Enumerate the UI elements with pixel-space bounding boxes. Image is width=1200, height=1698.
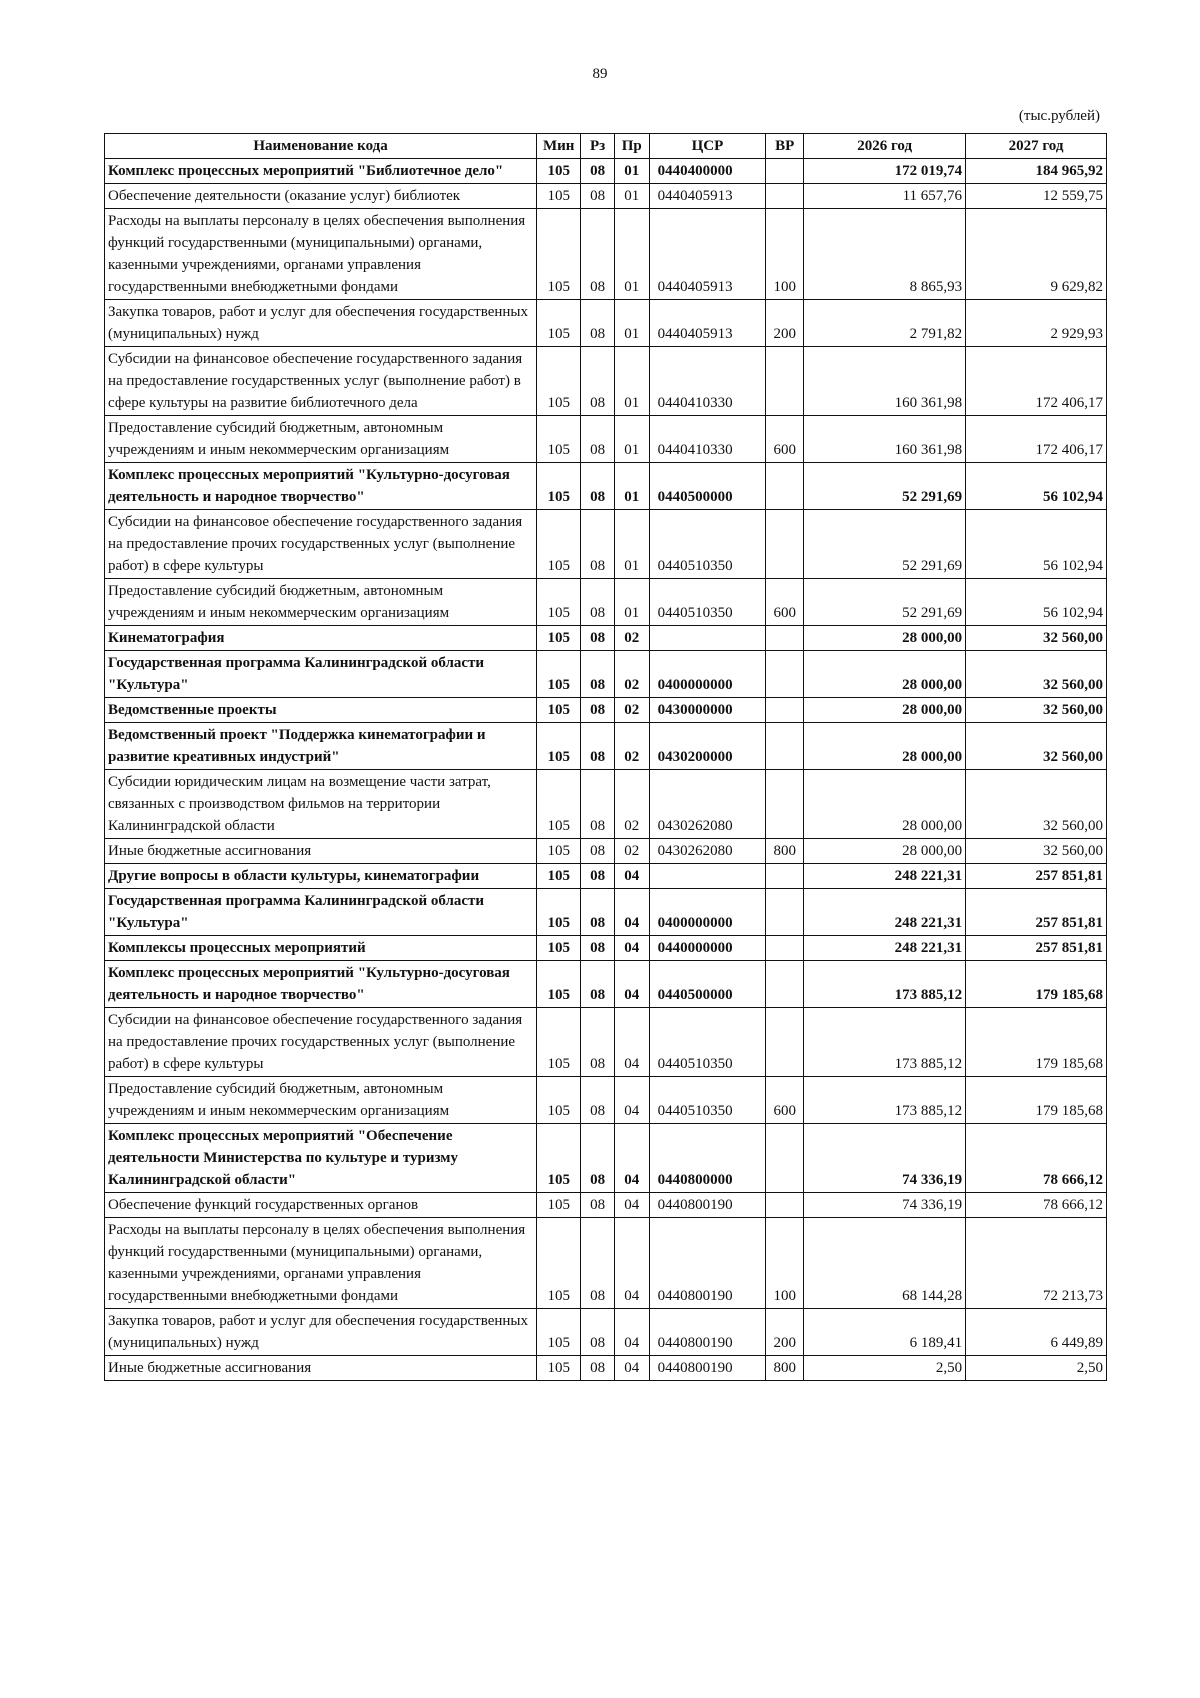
cell-min: 105 bbox=[537, 889, 581, 936]
cell-2026: 28 000,00 bbox=[804, 626, 966, 651]
cell-csr: 0400000000 bbox=[649, 651, 766, 698]
cell-2027: 32 560,00 bbox=[966, 626, 1107, 651]
cell-2027: 32 560,00 bbox=[966, 723, 1107, 770]
cell-min: 105 bbox=[537, 698, 581, 723]
cell-pr: 04 bbox=[614, 889, 649, 936]
cell-csr: 0430262080 bbox=[649, 770, 766, 839]
cell-vr bbox=[766, 463, 804, 510]
cell-csr: 0440405913 bbox=[649, 300, 766, 347]
cell-2027: 257 851,81 bbox=[966, 889, 1107, 936]
budget-table bbox=[104, 133, 1107, 1381]
cell-rz: 08 bbox=[581, 723, 615, 770]
cell-2026: 52 291,69 bbox=[804, 579, 966, 626]
cell-rz: 08 bbox=[581, 864, 615, 889]
cell-2027: 12 559,75 bbox=[966, 184, 1107, 209]
cell-pr: 04 bbox=[614, 936, 649, 961]
table-row bbox=[105, 1124, 1107, 1193]
cell-vr: 200 bbox=[766, 1309, 804, 1356]
cell-rz: 08 bbox=[581, 159, 615, 184]
cell-min: 105 bbox=[537, 463, 581, 510]
table-row bbox=[105, 579, 1107, 626]
cell-name: Предоставление субсидий бюджетным, автономным учреждениям и иным некоммерческим организациям bbox=[105, 579, 537, 626]
cell-csr: 0440400000 bbox=[649, 159, 766, 184]
table-row bbox=[105, 936, 1107, 961]
cell-vr bbox=[766, 770, 804, 839]
cell-rz: 08 bbox=[581, 347, 615, 416]
cell-pr: 01 bbox=[614, 416, 649, 463]
table-row bbox=[105, 698, 1107, 723]
cell-min: 105 bbox=[537, 1193, 581, 1218]
cell-2026: 8 865,93 bbox=[804, 209, 966, 300]
cell-pr: 01 bbox=[614, 184, 649, 209]
cell-2027: 32 560,00 bbox=[966, 651, 1107, 698]
cell-2026: 173 885,12 bbox=[804, 1077, 966, 1124]
cell-rz: 08 bbox=[581, 839, 615, 864]
cell-pr: 04 bbox=[614, 1218, 649, 1309]
cell-rz: 08 bbox=[581, 300, 615, 347]
cell-name: Другие вопросы в области культуры, кинематографии bbox=[105, 864, 537, 889]
cell-rz: 08 bbox=[581, 936, 615, 961]
cell-vr: 600 bbox=[766, 579, 804, 626]
cell-min: 105 bbox=[537, 209, 581, 300]
cell-rz: 08 bbox=[581, 1356, 615, 1381]
cell-vr: 100 bbox=[766, 1218, 804, 1309]
table-row bbox=[105, 463, 1107, 510]
cell-rz: 08 bbox=[581, 510, 615, 579]
cell-name: Обеспечение деятельности (оказание услуг) библиотек bbox=[105, 184, 537, 209]
cell-vr: 200 bbox=[766, 300, 804, 347]
cell-2027: 6 449,89 bbox=[966, 1309, 1107, 1356]
cell-2027: 179 185,68 bbox=[966, 1008, 1107, 1077]
cell-vr bbox=[766, 698, 804, 723]
cell-2027: 32 560,00 bbox=[966, 698, 1107, 723]
cell-name: Ведомственный проект "Поддержка кинематографии и развитие креативных индустрий" bbox=[105, 723, 537, 770]
cell-2026: 28 000,00 bbox=[804, 839, 966, 864]
cell-pr: 02 bbox=[614, 651, 649, 698]
cell-csr: 0440800190 bbox=[649, 1193, 766, 1218]
cell-2027: 56 102,94 bbox=[966, 463, 1107, 510]
cell-2027: 72 213,73 bbox=[966, 1218, 1107, 1309]
cell-name: Субсидии на финансовое обеспечение государственного задания на предоставление прочих государственных услуг (выполнение работ) в сфере культуры bbox=[105, 1008, 537, 1077]
cell-name: Государственная программа Калининградской области "Культура" bbox=[105, 889, 537, 936]
cell-name: Иные бюджетные ассигнования bbox=[105, 1356, 537, 1381]
cell-vr: 100 bbox=[766, 209, 804, 300]
units-label: (тыс.рублей) bbox=[1018, 108, 1100, 124]
cell-vr bbox=[766, 961, 804, 1008]
cell-2026: 11 657,76 bbox=[804, 184, 966, 209]
page-number: 89 bbox=[592, 66, 608, 82]
cell-2027: 78 666,12 bbox=[966, 1193, 1107, 1218]
cell-pr: 04 bbox=[614, 961, 649, 1008]
table-body bbox=[105, 159, 1107, 1381]
cell-min: 105 bbox=[537, 839, 581, 864]
table-row bbox=[105, 1309, 1107, 1356]
table-row bbox=[105, 159, 1107, 184]
cell-rz: 08 bbox=[581, 1124, 615, 1193]
cell-min: 105 bbox=[537, 579, 581, 626]
cell-rz: 08 bbox=[581, 1218, 615, 1309]
cell-2026: 248 221,31 bbox=[804, 889, 966, 936]
cell-2026: 2,50 bbox=[804, 1356, 966, 1381]
header-rz: Рз bbox=[581, 134, 615, 159]
cell-pr: 04 bbox=[614, 1193, 649, 1218]
cell-2027: 78 666,12 bbox=[966, 1124, 1107, 1193]
cell-csr: 0400000000 bbox=[649, 889, 766, 936]
cell-name: Расходы на выплаты персоналу в целях обеспечения выполнения функций государственными (муниципальными) органами, казенными учреждениями, органами управления государственными внебюджетными фондами bbox=[105, 1218, 537, 1309]
cell-pr: 01 bbox=[614, 209, 649, 300]
cell-pr: 01 bbox=[614, 463, 649, 510]
cell-2026: 160 361,98 bbox=[804, 416, 966, 463]
cell-rz: 08 bbox=[581, 579, 615, 626]
table-row bbox=[105, 1356, 1107, 1381]
cell-rz: 08 bbox=[581, 1008, 615, 1077]
cell-2027: 179 185,68 bbox=[966, 961, 1107, 1008]
cell-2027: 32 560,00 bbox=[966, 839, 1107, 864]
cell-2027: 172 406,17 bbox=[966, 416, 1107, 463]
cell-name: Кинематография bbox=[105, 626, 537, 651]
cell-csr: 0440800190 bbox=[649, 1356, 766, 1381]
cell-name: Государственная программа Калининградской области "Культура" bbox=[105, 651, 537, 698]
cell-csr bbox=[649, 864, 766, 889]
cell-2026: 172 019,74 bbox=[804, 159, 966, 184]
cell-2026: 173 885,12 bbox=[804, 1008, 966, 1077]
cell-name: Субсидии на финансовое обеспечение государственного задания на предоставление государственных услуг (выполнение работ) в сфере культуры на развитие библиотечного дела bbox=[105, 347, 537, 416]
cell-csr: 0440510350 bbox=[649, 1008, 766, 1077]
cell-rz: 08 bbox=[581, 889, 615, 936]
cell-name: Субсидии на финансовое обеспечение государственного задания на предоставление прочих государственных услуг (выполнение работ) в сфере культуры bbox=[105, 510, 537, 579]
cell-2027: 172 406,17 bbox=[966, 347, 1107, 416]
table-row bbox=[105, 723, 1107, 770]
cell-min: 105 bbox=[537, 651, 581, 698]
cell-rz: 08 bbox=[581, 1193, 615, 1218]
cell-rz: 08 bbox=[581, 626, 615, 651]
cell-min: 105 bbox=[537, 864, 581, 889]
cell-2027: 2,50 bbox=[966, 1356, 1107, 1381]
cell-vr: 600 bbox=[766, 1077, 804, 1124]
cell-vr bbox=[766, 159, 804, 184]
cell-min: 105 bbox=[537, 1309, 581, 1356]
cell-name: Комплекс процессных мероприятий "Культурно-досуговая деятельность и народное творчество" bbox=[105, 463, 537, 510]
cell-min: 105 bbox=[537, 961, 581, 1008]
cell-vr bbox=[766, 1124, 804, 1193]
cell-pr: 04 bbox=[614, 864, 649, 889]
cell-pr: 04 bbox=[614, 1077, 649, 1124]
cell-rz: 08 bbox=[581, 770, 615, 839]
cell-min: 105 bbox=[537, 1356, 581, 1381]
cell-csr: 0440410330 bbox=[649, 416, 766, 463]
cell-2026: 28 000,00 bbox=[804, 770, 966, 839]
cell-csr: 0440510350 bbox=[649, 1077, 766, 1124]
cell-2027: 179 185,68 bbox=[966, 1077, 1107, 1124]
cell-pr: 01 bbox=[614, 159, 649, 184]
cell-vr bbox=[766, 1008, 804, 1077]
cell-min: 105 bbox=[537, 300, 581, 347]
cell-pr: 01 bbox=[614, 347, 649, 416]
cell-name: Предоставление субсидий бюджетным, автономным учреждениям и иным некоммерческим организациям bbox=[105, 416, 537, 463]
cell-2027: 56 102,94 bbox=[966, 579, 1107, 626]
cell-rz: 08 bbox=[581, 463, 615, 510]
header-vr: ВР bbox=[766, 134, 804, 159]
cell-csr: 0440510350 bbox=[649, 579, 766, 626]
cell-csr: 0440800000 bbox=[649, 1124, 766, 1193]
cell-min: 105 bbox=[537, 159, 581, 184]
cell-csr: 0440405913 bbox=[649, 209, 766, 300]
table-row bbox=[105, 770, 1107, 839]
cell-2026: 248 221,31 bbox=[804, 936, 966, 961]
cell-name: Расходы на выплаты персоналу в целях обеспечения выполнения функций государственными (муниципальными) органами, казенными учреждениями, органами управления государственными внебюджетными фондами bbox=[105, 209, 537, 300]
cell-min: 105 bbox=[537, 184, 581, 209]
cell-min: 105 bbox=[537, 1077, 581, 1124]
cell-name: Ведомственные проекты bbox=[105, 698, 537, 723]
cell-pr: 04 bbox=[614, 1124, 649, 1193]
cell-csr: 0440405913 bbox=[649, 184, 766, 209]
table-row bbox=[105, 347, 1107, 416]
cell-min: 105 bbox=[537, 416, 581, 463]
cell-name: Субсидии юридическим лицам на возмещение части затрат, связанных с производством фильмов на территории Калининградской области bbox=[105, 770, 537, 839]
cell-2026: 2 791,82 bbox=[804, 300, 966, 347]
cell-vr bbox=[766, 936, 804, 961]
cell-rz: 08 bbox=[581, 961, 615, 1008]
cell-pr: 04 bbox=[614, 1008, 649, 1077]
cell-pr: 04 bbox=[614, 1309, 649, 1356]
cell-name: Обеспечение функций государственных органов bbox=[105, 1193, 537, 1218]
cell-pr: 01 bbox=[614, 300, 649, 347]
cell-2026: 28 000,00 bbox=[804, 723, 966, 770]
cell-name: Закупка товаров, работ и услуг для обеспечения государственных (муниципальных) нужд bbox=[105, 1309, 537, 1356]
table-row bbox=[105, 961, 1107, 1008]
table-row bbox=[105, 626, 1107, 651]
cell-csr: 0430262080 bbox=[649, 839, 766, 864]
cell-vr bbox=[766, 510, 804, 579]
cell-2027: 9 629,82 bbox=[966, 209, 1107, 300]
table-row bbox=[105, 300, 1107, 347]
cell-rz: 08 bbox=[581, 1077, 615, 1124]
cell-vr bbox=[766, 651, 804, 698]
header-2027: 2027 год bbox=[966, 134, 1107, 159]
cell-min: 105 bbox=[537, 626, 581, 651]
cell-csr: 0440500000 bbox=[649, 463, 766, 510]
table-row bbox=[105, 1193, 1107, 1218]
cell-pr: 04 bbox=[614, 1356, 649, 1381]
cell-csr: 0430000000 bbox=[649, 698, 766, 723]
cell-pr: 02 bbox=[614, 770, 649, 839]
cell-rz: 08 bbox=[581, 209, 615, 300]
cell-name: Комплексы процессных мероприятий bbox=[105, 936, 537, 961]
header-csr: ЦСР bbox=[649, 134, 766, 159]
table-row bbox=[105, 1008, 1107, 1077]
cell-csr bbox=[649, 626, 766, 651]
cell-min: 105 bbox=[537, 723, 581, 770]
cell-vr bbox=[766, 626, 804, 651]
cell-2027: 56 102,94 bbox=[966, 510, 1107, 579]
cell-vr bbox=[766, 184, 804, 209]
cell-rz: 08 bbox=[581, 651, 615, 698]
cell-name: Комплекс процессных мероприятий "Культурно-досуговая деятельность и народное творчество" bbox=[105, 961, 537, 1008]
table-row bbox=[105, 1218, 1107, 1309]
table-row bbox=[105, 416, 1107, 463]
cell-rz: 08 bbox=[581, 416, 615, 463]
cell-2027: 257 851,81 bbox=[966, 864, 1107, 889]
cell-min: 105 bbox=[537, 1008, 581, 1077]
cell-name: Комплекс процессных мероприятий "Обеспечение деятельности Министерства по культуре и туризму Калининградской области" bbox=[105, 1124, 537, 1193]
cell-2026: 52 291,69 bbox=[804, 510, 966, 579]
header-pr: Пр bbox=[614, 134, 649, 159]
cell-csr: 0440800190 bbox=[649, 1218, 766, 1309]
header-2026: 2026 год bbox=[804, 134, 966, 159]
cell-min: 105 bbox=[537, 936, 581, 961]
cell-csr: 0430200000 bbox=[649, 723, 766, 770]
table-row bbox=[105, 184, 1107, 209]
cell-2026: 173 885,12 bbox=[804, 961, 966, 1008]
cell-rz: 08 bbox=[581, 184, 615, 209]
cell-2027: 257 851,81 bbox=[966, 936, 1107, 961]
cell-vr: 800 bbox=[766, 839, 804, 864]
cell-2026: 74 336,19 bbox=[804, 1124, 966, 1193]
cell-csr: 0440410330 bbox=[649, 347, 766, 416]
cell-name: Комплекс процессных мероприятий "Библиотечное дело" bbox=[105, 159, 537, 184]
cell-csr: 0440800190 bbox=[649, 1309, 766, 1356]
table-row bbox=[105, 839, 1107, 864]
cell-pr: 02 bbox=[614, 626, 649, 651]
cell-vr bbox=[766, 1193, 804, 1218]
table-row bbox=[105, 651, 1107, 698]
table-row bbox=[105, 1077, 1107, 1124]
table-row bbox=[105, 510, 1107, 579]
cell-pr: 01 bbox=[614, 510, 649, 579]
cell-min: 105 bbox=[537, 770, 581, 839]
cell-2026: 52 291,69 bbox=[804, 463, 966, 510]
cell-2027: 184 965,92 bbox=[966, 159, 1107, 184]
cell-csr: 0440000000 bbox=[649, 936, 766, 961]
table-header-row bbox=[105, 134, 1107, 159]
cell-min: 105 bbox=[537, 347, 581, 416]
cell-2026: 160 361,98 bbox=[804, 347, 966, 416]
cell-rz: 08 bbox=[581, 1309, 615, 1356]
cell-name: Закупка товаров, работ и услуг для обеспечения государственных (муниципальных) нужд bbox=[105, 300, 537, 347]
cell-rz: 08 bbox=[581, 698, 615, 723]
header-min: Мин bbox=[537, 134, 581, 159]
cell-csr: 0440500000 bbox=[649, 961, 766, 1008]
cell-vr: 600 bbox=[766, 416, 804, 463]
table-row bbox=[105, 864, 1107, 889]
cell-vr bbox=[766, 889, 804, 936]
cell-min: 105 bbox=[537, 1124, 581, 1193]
cell-2026: 248 221,31 bbox=[804, 864, 966, 889]
table-row bbox=[105, 209, 1107, 300]
cell-2026: 28 000,00 bbox=[804, 698, 966, 723]
cell-2027: 32 560,00 bbox=[966, 770, 1107, 839]
header-name: Наименование кода bbox=[105, 134, 537, 159]
cell-2026: 28 000,00 bbox=[804, 651, 966, 698]
cell-vr bbox=[766, 347, 804, 416]
cell-min: 105 bbox=[537, 1218, 581, 1309]
cell-pr: 01 bbox=[614, 579, 649, 626]
cell-csr: 0440510350 bbox=[649, 510, 766, 579]
cell-pr: 02 bbox=[614, 698, 649, 723]
cell-vr: 800 bbox=[766, 1356, 804, 1381]
cell-min: 105 bbox=[537, 510, 581, 579]
cell-2027: 2 929,93 bbox=[966, 300, 1107, 347]
cell-name: Иные бюджетные ассигнования bbox=[105, 839, 537, 864]
cell-pr: 02 bbox=[614, 839, 649, 864]
table-row bbox=[105, 889, 1107, 936]
cell-2026: 6 189,41 bbox=[804, 1309, 966, 1356]
cell-vr bbox=[766, 723, 804, 770]
cell-vr bbox=[766, 864, 804, 889]
cell-name: Предоставление субсидий бюджетным, автономным учреждениям и иным некоммерческим организациям bbox=[105, 1077, 537, 1124]
cell-2026: 68 144,28 bbox=[804, 1218, 966, 1309]
cell-2026: 74 336,19 bbox=[804, 1193, 966, 1218]
cell-pr: 02 bbox=[614, 723, 649, 770]
